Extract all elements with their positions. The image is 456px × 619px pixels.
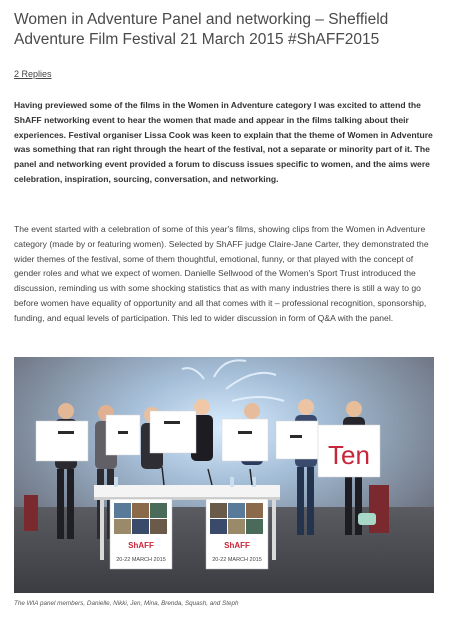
festival-poster-left xyxy=(110,499,172,569)
post-title: Women in Adventure Panel and networking – Sheffield Adventure Film Festival 21 March 2015 #ShAFF2015 xyxy=(14,11,389,48)
sign-text: Ten xyxy=(328,440,370,470)
poster-brand-left: ShAFF xyxy=(128,541,154,550)
lead-paragraph: Having previewed some of the films in the Women in Adventure category I was excited to attend the ShAFF networking event to hear the women that made and appear in the films talking about their experiences. Festival organiser Lissa Cook was keen to explain that the theme of Women in Adventure was something that ran right through the heart of the festival, not a separate or minority part of it. The panel and networking event provided a forum to discuss issues specific to women, and the aims were celebration, inspiration, sourcing, conversation, and networking. xyxy=(14,100,433,184)
festival-poster-right xyxy=(206,499,268,569)
body-paragraph: The event started with a celebration of some of this year's films, showing clips from the Women in Adventure category (made by or featuring women). Selected by ShAFF judge Claire-Jane Carter, they demonstrated the wider themes of the festival, some of them thoughtful, emotional, funny, or that played with the concept of gender roles and what we expect of women. Danielle Sellwood of the Women's Sport Trust introduced the discussion, reminding us with some shocking statistics that as with many industries there is still a way to go before women have equality of opportunity and all that comes with it – professional recognition, sponsorship, funding, and equal levels of participation. This led to wider discussion in form of Q&A with the panel. xyxy=(14,224,429,323)
poster-brand-right: ShAFF xyxy=(224,541,250,550)
poster-dates-right: 20-22 MARCH 2015 xyxy=(212,557,262,563)
panel-photo-illustration xyxy=(14,357,434,593)
panel-photo xyxy=(14,357,434,593)
replies-link[interactable]: 2 Replies xyxy=(14,69,52,79)
photo-caption: The WIA panel members, Danielle, Nikki, Jen, Mina, Brenda, Squash, and Steph xyxy=(14,600,239,607)
poster-dates-left: 20-22 MARCH 2015 xyxy=(116,557,166,563)
